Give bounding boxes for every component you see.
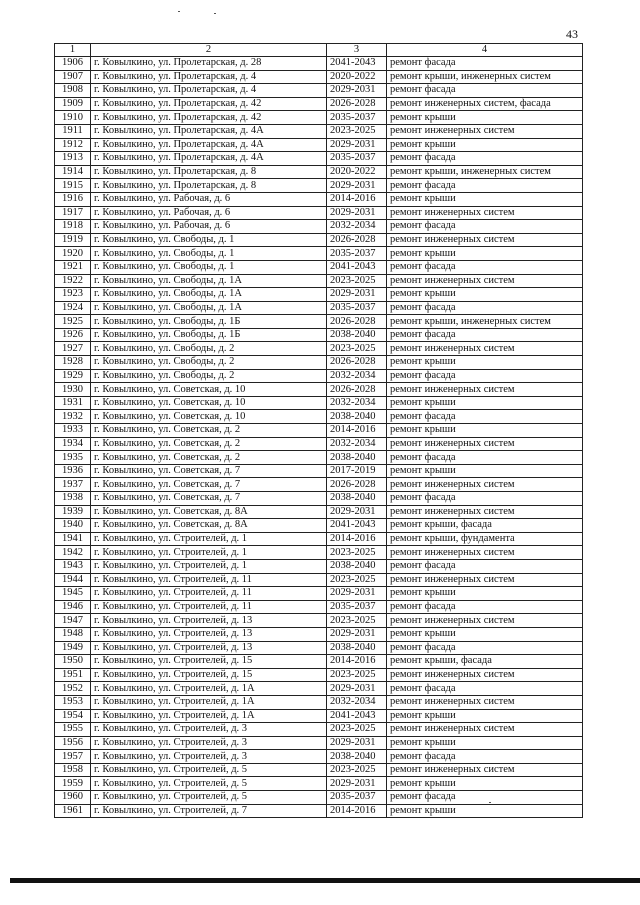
- table-row: [55, 478, 583, 492]
- cell-period: 2032-2034: [327, 437, 387, 451]
- table-row: [55, 247, 583, 261]
- scan-speck: [178, 11, 180, 12]
- cell-period: 2023-2025: [327, 274, 387, 288]
- cell-row-number: 1907: [55, 70, 91, 84]
- table-row: [55, 614, 583, 628]
- cell-address: г. Ковылкино, ул. Строителей, д. 11: [91, 573, 327, 587]
- cell-address: г. Ковылкино, ул. Строителей, д. 3: [91, 750, 327, 764]
- cell-row-number: 1924: [55, 301, 91, 315]
- cell-period: 2035-2037: [327, 600, 387, 614]
- cell-address: г. Ковылкино, ул. Советская, д. 7: [91, 464, 327, 478]
- cell-row-number: 1919: [55, 233, 91, 247]
- cell-work-type: ремонт фасада: [387, 220, 583, 234]
- cell-address: г. Ковылкино, ул. Пролетарская, д. 42: [91, 111, 327, 125]
- cell-row-number: 1959: [55, 777, 91, 791]
- cell-row-number: 1933: [55, 424, 91, 438]
- table-row: [55, 559, 583, 573]
- cell-period: 2014-2016: [327, 804, 387, 818]
- cell-address: г. Ковылкино, ул. Советская, д. 2: [91, 424, 327, 438]
- cell-address: г. Ковылкино, ул. Строителей, д. 15: [91, 655, 327, 669]
- cell-period: 2029-2031: [327, 587, 387, 601]
- cell-address: г. Ковылкино, ул. Пролетарская, д. 4А: [91, 152, 327, 166]
- cell-work-type: ремонт крыши, фасада: [387, 519, 583, 533]
- table-row: [55, 451, 583, 465]
- cell-address: г. Ковылкино, ул. Строителей, д. 13: [91, 627, 327, 641]
- cell-row-number: 1914: [55, 165, 91, 179]
- cell-address: г. Ковылкино, ул. Строителей, д. 1А: [91, 709, 327, 723]
- cell-work-type: ремонт фасада: [387, 57, 583, 71]
- cell-address: г. Ковылкино, ул. Строителей, д. 3: [91, 723, 327, 737]
- cell-row-number: 1939: [55, 505, 91, 519]
- table-row: [55, 641, 583, 655]
- cell-row-number: 1934: [55, 437, 91, 451]
- table-row: [55, 791, 583, 805]
- table-row: [55, 152, 583, 166]
- cell-period: 2026-2028: [327, 478, 387, 492]
- cell-work-type: ремонт инженерных систем: [387, 505, 583, 519]
- cell-row-number: 1926: [55, 328, 91, 342]
- cell-address: г. Ковылкино, ул. Свободы, д. 1: [91, 260, 327, 274]
- cell-period: 2038-2040: [327, 492, 387, 506]
- cell-period: 2029-2031: [327, 206, 387, 220]
- cell-work-type: ремонт фасада: [387, 791, 583, 805]
- table-row: [55, 192, 583, 206]
- cell-work-type: ремонт инженерных систем: [387, 723, 583, 737]
- cell-address: г. Ковылкино, ул. Строителей, д. 5: [91, 791, 327, 805]
- cell-period: 2032-2034: [327, 396, 387, 410]
- cell-address: г. Ковылкино, ул. Свободы, д. 1: [91, 247, 327, 261]
- cell-row-number: 1935: [55, 451, 91, 465]
- cell-row-number: 1912: [55, 138, 91, 152]
- cell-work-type: ремонт инженерных систем: [387, 233, 583, 247]
- table-row: [55, 97, 583, 111]
- cell-row-number: 1950: [55, 655, 91, 669]
- cell-row-number: 1930: [55, 383, 91, 397]
- cell-work-type: ремонт инженерных систем: [387, 478, 583, 492]
- cell-address: г. Ковылкино, ул. Строителей, д. 1А: [91, 682, 327, 696]
- cell-address: г. Ковылкино, ул. Свободы, д. 1: [91, 233, 327, 247]
- cell-work-type: ремонт инженерных систем: [387, 124, 583, 138]
- cell-period: 2026-2028: [327, 356, 387, 370]
- cell-address: г. Ковылкино, ул. Свободы, д. 1А: [91, 274, 327, 288]
- cell-row-number: 1913: [55, 152, 91, 166]
- cell-row-number: 1948: [55, 627, 91, 641]
- cell-work-type: ремонт инженерных систем: [387, 206, 583, 220]
- table-row: [55, 138, 583, 152]
- cell-address: г. Ковылкино, ул. Рабочая, д. 6: [91, 220, 327, 234]
- cell-work-type: ремонт крыши: [387, 804, 583, 818]
- cell-row-number: 1909: [55, 97, 91, 111]
- cell-address: г. Ковылкино, ул. Рабочая, д. 6: [91, 206, 327, 220]
- cell-address: г. Ковылкино, ул. Строителей, д. 1: [91, 546, 327, 560]
- cell-work-type: ремонт фасада: [387, 84, 583, 98]
- table-row: [55, 464, 583, 478]
- cell-row-number: 1915: [55, 179, 91, 193]
- cell-row-number: 1910: [55, 111, 91, 125]
- cell-row-number: 1941: [55, 532, 91, 546]
- cell-address: г. Ковылкино, ул. Свободы, д. 2: [91, 369, 327, 383]
- page-number: 43: [566, 27, 578, 41]
- table-row: [55, 736, 583, 750]
- table-row: [55, 763, 583, 777]
- cell-period: 2029-2031: [327, 777, 387, 791]
- cell-address: г. Ковылкино, ул. Советская, д. 7: [91, 478, 327, 492]
- cell-address: г. Ковылкино, ул. Пролетарская, д. 28: [91, 57, 327, 71]
- cell-address: г. Ковылкино, ул. Строителей, д. 5: [91, 763, 327, 777]
- cell-period: 2029-2031: [327, 627, 387, 641]
- cell-work-type: ремонт крыши: [387, 587, 583, 601]
- cell-work-type: ремонт крыши, инженерных систем: [387, 165, 583, 179]
- cell-period: 2038-2040: [327, 410, 387, 424]
- cell-row-number: 1954: [55, 709, 91, 723]
- cell-period: 2041-2043: [327, 57, 387, 71]
- table-row: [55, 179, 583, 193]
- table-body: [55, 57, 583, 818]
- scan-edge-bar: [10, 878, 640, 883]
- cell-period: 2017-2019: [327, 464, 387, 478]
- cell-period: 2041-2043: [327, 709, 387, 723]
- cell-row-number: 1961: [55, 804, 91, 818]
- cell-period: 2014-2016: [327, 532, 387, 546]
- cell-address: г. Ковылкино, ул. Пролетарская, д. 42: [91, 97, 327, 111]
- cell-work-type: ремонт фасада: [387, 750, 583, 764]
- table-row: [55, 668, 583, 682]
- table-row: [55, 709, 583, 723]
- table-row: [55, 260, 583, 274]
- cell-period: 2029-2031: [327, 288, 387, 302]
- cell-address: г. Ковылкино, ул. Свободы, д. 1Б: [91, 315, 327, 329]
- cell-row-number: 1923: [55, 288, 91, 302]
- cell-row-number: 1921: [55, 260, 91, 274]
- cell-period: 2023-2025: [327, 124, 387, 138]
- table-row: [55, 546, 583, 560]
- cell-row-number: 1938: [55, 492, 91, 506]
- cell-work-type: ремонт инженерных систем: [387, 546, 583, 560]
- cell-work-type: ремонт фасада: [387, 260, 583, 274]
- cell-row-number: 1944: [55, 573, 91, 587]
- cell-row-number: 1929: [55, 369, 91, 383]
- table-row: [55, 342, 583, 356]
- cell-address: г. Ковылкино, ул. Свободы, д. 1Б: [91, 328, 327, 342]
- cell-address: г. Ковылкино, ул. Советская, д. 8А: [91, 505, 327, 519]
- cell-row-number: 1928: [55, 356, 91, 370]
- cell-period: 2041-2043: [327, 260, 387, 274]
- cell-work-type: ремонт инженерных систем: [387, 668, 583, 682]
- cell-work-type: ремонт крыши: [387, 396, 583, 410]
- table-row: [55, 301, 583, 315]
- cell-address: г. Ковылкино, ул. Советская, д. 2: [91, 451, 327, 465]
- table-header-row: [55, 44, 583, 57]
- cell-row-number: 1956: [55, 736, 91, 750]
- cell-period: 2023-2025: [327, 614, 387, 628]
- table-row: [55, 206, 583, 220]
- cell-period: 2032-2034: [327, 695, 387, 709]
- cell-period: 2035-2037: [327, 247, 387, 261]
- cell-period: 2020-2022: [327, 70, 387, 84]
- cell-work-type: ремонт фасада: [387, 492, 583, 506]
- cell-row-number: 1916: [55, 192, 91, 206]
- table-row: [55, 655, 583, 669]
- cell-row-number: 1922: [55, 274, 91, 288]
- cell-row-number: 1958: [55, 763, 91, 777]
- table-row: [55, 682, 583, 696]
- cell-work-type: ремонт крыши: [387, 288, 583, 302]
- cell-address: г. Ковылкино, ул. Строителей, д. 15: [91, 668, 327, 682]
- table-row: [55, 750, 583, 764]
- cell-period: 2038-2040: [327, 559, 387, 573]
- cell-work-type: ремонт инженерных систем: [387, 614, 583, 628]
- cell-address: г. Ковылкино, ул. Пролетарская, д. 4: [91, 70, 327, 84]
- cell-period: 2032-2034: [327, 220, 387, 234]
- table-row: [55, 315, 583, 329]
- cell-work-type: ремонт фасада: [387, 559, 583, 573]
- repair-schedule-table: [54, 43, 583, 818]
- cell-period: 2014-2016: [327, 655, 387, 669]
- cell-row-number: 1931: [55, 396, 91, 410]
- cell-period: 2026-2028: [327, 233, 387, 247]
- cell-address: г. Ковылкино, ул. Свободы, д. 1А: [91, 301, 327, 315]
- table-row: [55, 600, 583, 614]
- cell-address: г. Ковылкино, ул. Пролетарская, д. 8: [91, 179, 327, 193]
- table-row: [55, 804, 583, 818]
- cell-period: 2029-2031: [327, 505, 387, 519]
- table-row: [55, 505, 583, 519]
- cell-period: 2038-2040: [327, 328, 387, 342]
- cell-period: 2026-2028: [327, 97, 387, 111]
- cell-work-type: ремонт фасада: [387, 600, 583, 614]
- table-row: [55, 777, 583, 791]
- table-row: [55, 587, 583, 601]
- table-row: [55, 627, 583, 641]
- table-row: [55, 111, 583, 125]
- scan-speck: [214, 13, 216, 14]
- cell-work-type: ремонт крыши, инженерных систем: [387, 70, 583, 84]
- cell-work-type: ремонт фасада: [387, 328, 583, 342]
- table-row: [55, 328, 583, 342]
- cell-work-type: ремонт фасада: [387, 451, 583, 465]
- cell-row-number: 1920: [55, 247, 91, 261]
- table-row: [55, 437, 583, 451]
- cell-row-number: 1918: [55, 220, 91, 234]
- cell-address: г. Ковылкино, ул. Рабочая, д. 6: [91, 192, 327, 206]
- cell-period: 2026-2028: [327, 315, 387, 329]
- cell-work-type: ремонт инженерных систем: [387, 695, 583, 709]
- cell-row-number: 1908: [55, 84, 91, 98]
- cell-address: г. Ковылкино, ул. Советская, д. 7: [91, 492, 327, 506]
- cell-work-type: ремонт инженерных систем: [387, 437, 583, 451]
- cell-work-type: ремонт крыши: [387, 627, 583, 641]
- cell-work-type: ремонт фасада: [387, 641, 583, 655]
- cell-address: г. Ковылкино, ул. Строителей, д. 11: [91, 587, 327, 601]
- cell-period: 2014-2016: [327, 192, 387, 206]
- cell-work-type: ремонт крыши, фундамента: [387, 532, 583, 546]
- table-row: [55, 532, 583, 546]
- table-row: [55, 356, 583, 370]
- cell-row-number: 1927: [55, 342, 91, 356]
- cell-row-number: 1940: [55, 519, 91, 533]
- cell-period: 2029-2031: [327, 179, 387, 193]
- cell-period: 2014-2016: [327, 424, 387, 438]
- cell-row-number: 1906: [55, 57, 91, 71]
- table-row: [55, 492, 583, 506]
- table-row: [55, 695, 583, 709]
- cell-row-number: 1960: [55, 791, 91, 805]
- cell-address: г. Ковылкино, ул. Пролетарская, д. 4: [91, 84, 327, 98]
- cell-work-type: ремонт инженерных систем: [387, 573, 583, 587]
- cell-address: г. Ковылкино, ул. Строителей, д. 13: [91, 641, 327, 655]
- cell-row-number: 1932: [55, 410, 91, 424]
- cell-work-type: ремонт фасада: [387, 179, 583, 193]
- cell-period: 2029-2031: [327, 682, 387, 696]
- cell-period: 2029-2031: [327, 736, 387, 750]
- cell-period: 2035-2037: [327, 152, 387, 166]
- cell-period: 2026-2028: [327, 383, 387, 397]
- table-row: [55, 57, 583, 71]
- cell-work-type: ремонт фасада: [387, 369, 583, 383]
- cell-period: 2035-2037: [327, 791, 387, 805]
- cell-row-number: 1942: [55, 546, 91, 560]
- cell-address: г. Ковылкино, ул. Пролетарская, д. 4А: [91, 138, 327, 152]
- cell-period: 2029-2031: [327, 84, 387, 98]
- cell-address: г. Ковылкино, ул. Советская, д. 10: [91, 383, 327, 397]
- cell-row-number: 1947: [55, 614, 91, 628]
- cell-period: 2023-2025: [327, 546, 387, 560]
- cell-work-type: ремонт крыши: [387, 709, 583, 723]
- cell-period: 2035-2037: [327, 301, 387, 315]
- cell-period: 2038-2040: [327, 641, 387, 655]
- table-row: [55, 396, 583, 410]
- cell-row-number: 1925: [55, 315, 91, 329]
- table-row: [55, 220, 583, 234]
- table-row: [55, 288, 583, 302]
- cell-row-number: 1945: [55, 587, 91, 601]
- table-row: [55, 165, 583, 179]
- cell-address: г. Ковылкино, ул. Пролетарская, д. 4А: [91, 124, 327, 138]
- cell-work-type: ремонт крыши: [387, 777, 583, 791]
- scan-speck: [489, 802, 491, 803]
- cell-row-number: 1951: [55, 668, 91, 682]
- cell-period: 2023-2025: [327, 668, 387, 682]
- cell-address: г. Ковылкино, ул. Строителей, д. 13: [91, 614, 327, 628]
- cell-work-type: ремонт крыши: [387, 247, 583, 261]
- cell-row-number: 1943: [55, 559, 91, 573]
- cell-work-type: ремонт крыши, инженерных систем: [387, 315, 583, 329]
- cell-row-number: 1936: [55, 464, 91, 478]
- cell-address: г. Ковылкино, ул. Свободы, д. 1А: [91, 288, 327, 302]
- cell-period: 2032-2034: [327, 369, 387, 383]
- table-row: [55, 424, 583, 438]
- cell-row-number: 1955: [55, 723, 91, 737]
- cell-address: г. Ковылкино, ул. Свободы, д. 2: [91, 356, 327, 370]
- cell-address: г. Ковылкино, ул. Строителей, д. 1: [91, 532, 327, 546]
- cell-period: 2029-2031: [327, 138, 387, 152]
- column-header-address: 2: [91, 44, 327, 57]
- table-row: [55, 410, 583, 424]
- cell-work-type: ремонт крыши: [387, 736, 583, 750]
- cell-work-type: ремонт фасада: [387, 152, 583, 166]
- cell-address: г. Ковылкино, ул. Строителей, д. 3: [91, 736, 327, 750]
- cell-address: г. Ковылкино, ул. Строителей, д. 11: [91, 600, 327, 614]
- cell-period: 2038-2040: [327, 451, 387, 465]
- table-row: [55, 383, 583, 397]
- cell-work-type: ремонт фасада: [387, 301, 583, 315]
- cell-address: г. Ковылкино, ул. Советская, д. 10: [91, 410, 327, 424]
- cell-work-type: ремонт крыши: [387, 111, 583, 125]
- table-row: [55, 233, 583, 247]
- table-row: [55, 124, 583, 138]
- cell-period: 2023-2025: [327, 573, 387, 587]
- cell-address: г. Ковылкино, ул. Строителей, д. 1: [91, 559, 327, 573]
- column-header-period: 3: [327, 44, 387, 57]
- cell-row-number: 1946: [55, 600, 91, 614]
- table-row: [55, 274, 583, 288]
- cell-period: 2035-2037: [327, 111, 387, 125]
- table-row: [55, 369, 583, 383]
- cell-work-type: ремонт крыши: [387, 424, 583, 438]
- cell-address: г. Ковылкино, ул. Пролетарская, д. 8: [91, 165, 327, 179]
- cell-address: г. Ковылкино, ул. Строителей, д. 7: [91, 804, 327, 818]
- cell-row-number: 1937: [55, 478, 91, 492]
- cell-address: г. Ковылкино, ул. Свободы, д. 2: [91, 342, 327, 356]
- cell-work-type: ремонт крыши: [387, 356, 583, 370]
- cell-row-number: 1952: [55, 682, 91, 696]
- cell-work-type: ремонт инженерных систем: [387, 763, 583, 777]
- cell-address: г. Ковылкино, ул. Советская, д. 2: [91, 437, 327, 451]
- column-header-work-type: 4: [387, 44, 583, 57]
- cell-work-type: ремонт фасада: [387, 682, 583, 696]
- cell-address: г. Ковылкино, ул. Строителей, д. 1А: [91, 695, 327, 709]
- cell-work-type: ремонт крыши: [387, 464, 583, 478]
- cell-period: 2023-2025: [327, 342, 387, 356]
- cell-row-number: 1957: [55, 750, 91, 764]
- cell-address: г. Ковылкино, ул. Советская, д. 8А: [91, 519, 327, 533]
- cell-work-type: ремонт крыши, фасада: [387, 655, 583, 669]
- table-row: [55, 84, 583, 98]
- cell-work-type: ремонт фасада: [387, 410, 583, 424]
- table-row: [55, 723, 583, 737]
- table-row: [55, 519, 583, 533]
- cell-work-type: ремонт крыши: [387, 138, 583, 152]
- cell-work-type: ремонт инженерных систем: [387, 274, 583, 288]
- cell-work-type: ремонт инженерных систем: [387, 342, 583, 356]
- cell-period: 2038-2040: [327, 750, 387, 764]
- column-header-number: 1: [55, 44, 91, 57]
- cell-address: г. Ковылкино, ул. Строителей, д. 5: [91, 777, 327, 791]
- cell-row-number: 1949: [55, 641, 91, 655]
- cell-work-type: ремонт крыши: [387, 192, 583, 206]
- cell-address: г. Ковылкино, ул. Советская, д. 10: [91, 396, 327, 410]
- table-row: [55, 573, 583, 587]
- cell-row-number: 1911: [55, 124, 91, 138]
- cell-period: 2023-2025: [327, 723, 387, 737]
- cell-period: 2020-2022: [327, 165, 387, 179]
- cell-work-type: ремонт инженерных систем, фасада: [387, 97, 583, 111]
- cell-period: 2041-2043: [327, 519, 387, 533]
- table-row: [55, 70, 583, 84]
- cell-row-number: 1917: [55, 206, 91, 220]
- cell-period: 2023-2025: [327, 763, 387, 777]
- cell-work-type: ремонт инженерных систем: [387, 383, 583, 397]
- cell-row-number: 1953: [55, 695, 91, 709]
